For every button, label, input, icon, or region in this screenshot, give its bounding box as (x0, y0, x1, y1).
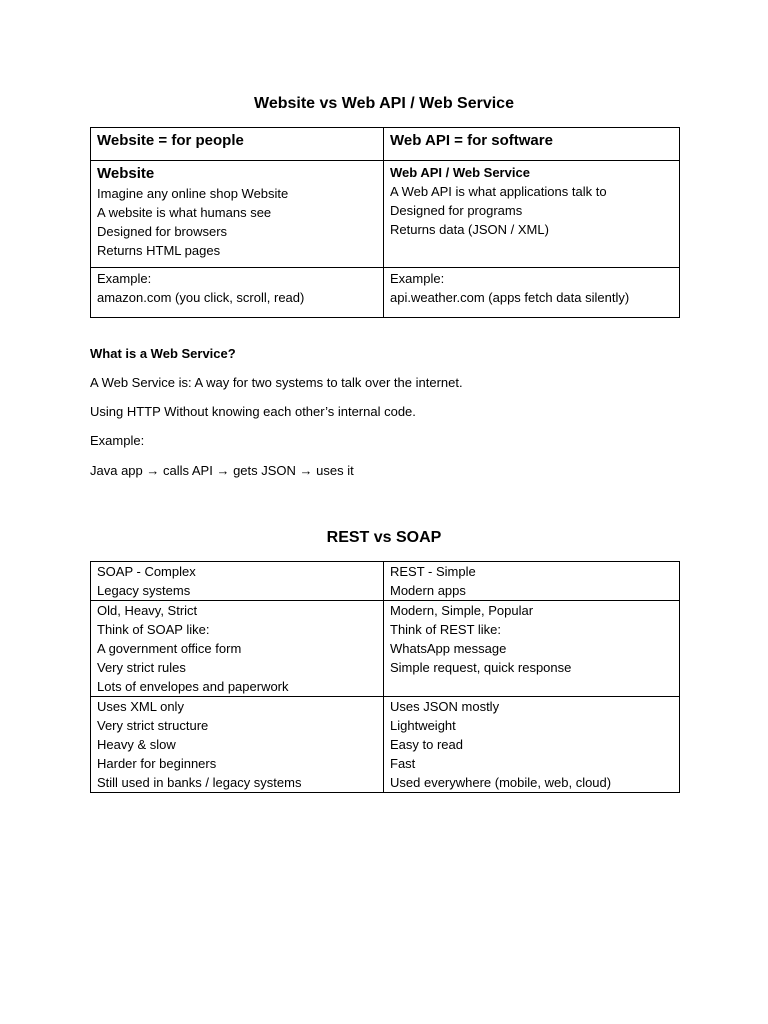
website-cell-heading: Website (97, 165, 155, 182)
soap-line: A government office form (97, 641, 242, 656)
soap-line: Think of SOAP like: (97, 622, 210, 637)
rest-vs-soap-table (90, 561, 680, 793)
website-description-cell (91, 161, 384, 268)
soap-line: Heavy & slow (97, 737, 176, 752)
table-row (91, 268, 680, 318)
soap-cell (91, 697, 384, 793)
rest-cell (384, 697, 680, 793)
rest-line: Uses JSON mostly (390, 699, 500, 714)
soap-line: Old, Heavy, Strict (97, 603, 198, 618)
website-line: Imagine any online shop Website (97, 186, 289, 201)
soap-line: Very strict structure (97, 718, 209, 733)
web-service-heading: What is a Web Service? (90, 346, 236, 361)
table-row (91, 562, 680, 601)
rest-line: Modern apps (390, 583, 466, 598)
soap-line: Lots of envelopes and paperwork (97, 679, 289, 694)
web-service-paragraph: Example: (90, 433, 145, 448)
section-title-website-vs-api: Website vs Web API / Web Service (254, 95, 514, 112)
soap-line: Uses XML only (97, 699, 184, 714)
website-example-cell (91, 268, 384, 318)
rest-line: Lightweight (390, 718, 456, 733)
website-line: A website is what humans see (97, 205, 272, 220)
website-example: amazon.com (you click, scroll, read) (97, 290, 305, 305)
web-api-cell-heading: Web API / Web Service (390, 165, 530, 180)
web-api-example-cell (384, 268, 680, 318)
website-line: Returns HTML pages (97, 243, 221, 258)
website-vs-api-table (90, 127, 680, 318)
header-website: Website = for people (91, 128, 384, 161)
section-title-rest-vs-soap: REST vs SOAP (326, 529, 442, 546)
web-service-paragraph: A Web Service is: A way for two systems to talk over the internet. (90, 375, 463, 390)
web-service-paragraph: Java app → calls API → gets JSON → uses it (90, 463, 354, 478)
web-api-description-cell (384, 161, 680, 268)
soap-line: Very strict rules (97, 660, 186, 675)
rest-line: Modern, Simple, Popular (390, 603, 534, 618)
rest-line: Fast (390, 756, 416, 771)
header-web-api: Web API = for software (384, 128, 680, 161)
soap-line: Harder for beginners (97, 756, 217, 771)
table-header-row (91, 128, 680, 161)
web-api-example: api.weather.com (apps fetch data silently) (390, 290, 630, 305)
rest-line: REST - Simple (390, 564, 476, 579)
web-api-line: Designed for programs (390, 203, 523, 218)
web-api-line: A Web API is what applications talk to (390, 184, 607, 199)
rest-line: Think of REST like: (390, 622, 502, 637)
example-label: Example: (390, 271, 445, 286)
soap-line: SOAP - Complex (97, 564, 196, 579)
rest-line: Simple request, quick response (390, 660, 572, 675)
rest-line: Easy to read (390, 737, 463, 752)
rest-cell (384, 562, 680, 601)
example-label: Example: (97, 271, 152, 286)
rest-line: WhatsApp message (390, 641, 507, 656)
soap-cell (91, 562, 384, 601)
soap-line: Still used in banks / legacy systems (97, 775, 302, 790)
website-line: Designed for browsers (97, 224, 228, 239)
table-row (91, 697, 680, 793)
table-row (91, 161, 680, 268)
rest-line: Used everywhere (mobile, web, cloud) (390, 775, 612, 790)
rest-cell (384, 601, 680, 697)
soap-cell (91, 601, 384, 697)
web-api-line: Returns data (JSON / XML) (390, 222, 549, 237)
web-service-paragraph: Using HTTP Without knowing each other’s internal code. (90, 404, 416, 419)
soap-line: Legacy systems (97, 583, 191, 598)
table-row (91, 601, 680, 697)
